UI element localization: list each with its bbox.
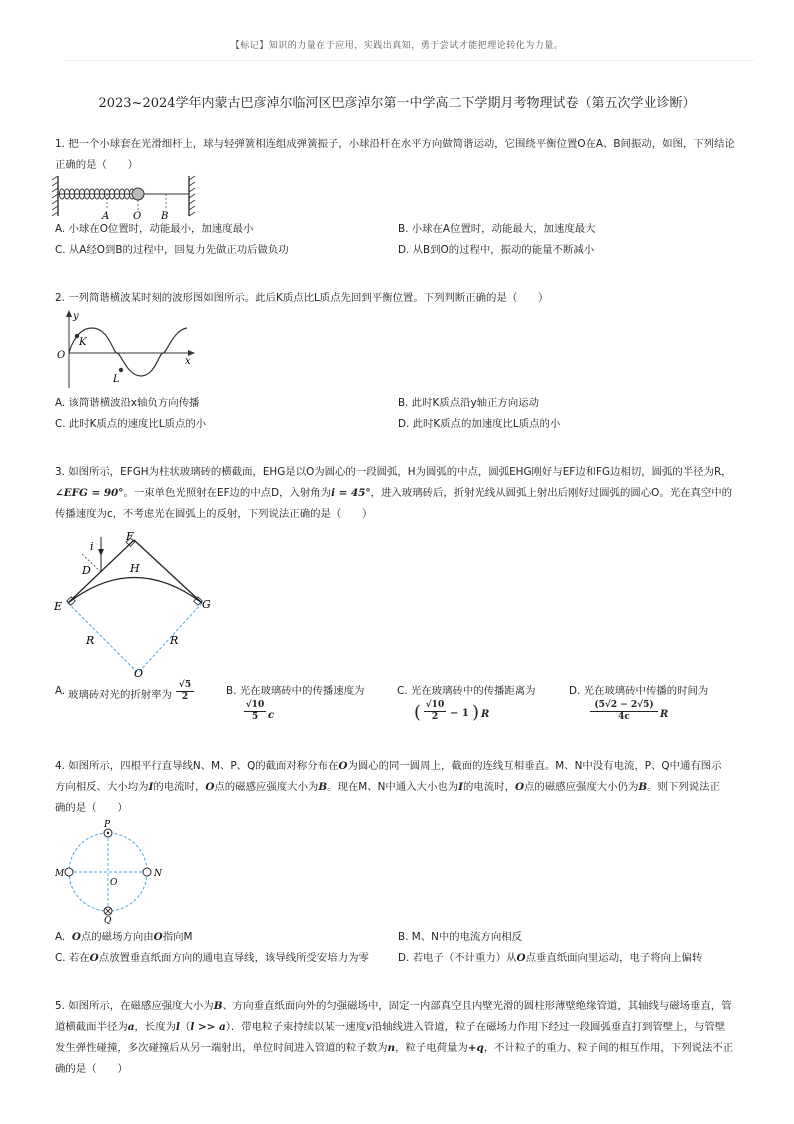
q5-l2-b: ，长度为 [134, 1021, 177, 1033]
question-2-text: 2. 一列简谐横波某时刻的波形图如图所示。此后K质点比L质点先回到平衡位置。下列判断正确的是（ ） [55, 292, 549, 304]
point-l [119, 368, 123, 372]
header-divider [64, 60, 754, 61]
q3-c-tail: R [481, 709, 490, 720]
q4-a-o2: O [153, 931, 163, 943]
q3-option-d[interactable]: D. 光在玻璃砖中传播的时间为 [569, 685, 709, 697]
q4-l2-o2: O [205, 781, 215, 793]
incident-arrow [98, 549, 104, 556]
side-fg [134, 540, 202, 603]
label-d: D [82, 564, 91, 577]
q3-option-c-fraction [424, 700, 446, 723]
q5-l1-b-sym: B [213, 1000, 223, 1012]
glass-prism-figure [52, 532, 222, 680]
q5-l3-a: 发生弹性碰撞，多次碰撞后从另一端射出，单位时间进入管道的粒子数为 [55, 1042, 388, 1054]
label-o: O [134, 667, 144, 680]
q4-a-end: 指向M [162, 931, 193, 943]
right-wall-hatch [189, 176, 195, 216]
q2-option-a[interactable]: A. 该简谐横波沿x轴负方向传播 [55, 397, 200, 409]
q5-l3-c: ，不计粒子的重力、粒子间的相互作用，下列说法不正 [483, 1042, 734, 1054]
q3-option-a-prefix: A. [55, 685, 66, 697]
y-axis-arrow [66, 310, 72, 317]
label-r-right: R [170, 634, 179, 647]
question-5-line-4: 确的是（ ） [55, 1063, 128, 1075]
q3-option-a-fraction [176, 680, 194, 703]
label-g: G [202, 598, 211, 611]
q4-l2-i1: I [148, 781, 154, 793]
q3-line2-part-d: ，进入玻璃砖后，折射光线从圆弧上射出后刚好过圆弧的圆心O。光在真空中的 [370, 487, 733, 499]
question-5-text [55, 996, 745, 1080]
q4-d-b: 点垂直纸面向里运动，电子将向上偏转 [525, 952, 703, 964]
q5-l2-cond: l >> a [190, 1021, 226, 1033]
label-o: O [133, 211, 142, 220]
incidence-angle: i = 45° [331, 487, 371, 499]
q3-option-b[interactable]: B. 光在玻璃砖中的传播速度为 [226, 685, 365, 697]
wire-m [65, 868, 73, 876]
q4-option-c[interactable] [55, 951, 369, 965]
question-3-text [55, 462, 745, 525]
q3-a-den: 2 [181, 692, 189, 702]
q3-b-num: √10 [245, 700, 265, 710]
q4-a-o1: O [71, 931, 81, 943]
four-wires-figure [52, 820, 162, 924]
label-r-left: R [86, 634, 95, 647]
label-a: A [102, 211, 110, 220]
q3-d-tail: R [660, 709, 669, 720]
question-1-line-1: 1. 把一个小球套在光滑细杆上，球与轻弹簧相连组成弹簧振子，小球沿杆在水平方向做简谐运动，它围绕平衡位置O在A、B间振动，如图，下列结论 [55, 138, 735, 150]
q3-option-b-fraction [244, 700, 266, 723]
label-k: K [79, 337, 87, 348]
q3-option-a-text: 玻璃砖对光的折射率为 [68, 689, 172, 701]
page-title: 2023~2024学年内蒙古巴彦淖尔临河区巴彦淖尔第一中学高二下学期月考物理试卷（第五次学业诊断） [98, 96, 696, 111]
label-y: y [73, 311, 79, 322]
q4-option-d[interactable] [398, 951, 702, 965]
question-1-line-2: 正确的是（ ） [55, 159, 139, 171]
q5-l3-q-sym: +q [467, 1042, 484, 1054]
q5-l2-v-sym: v [365, 1021, 372, 1033]
q4-l1-b: 为圆心的同一圆周上，截面的连线互相垂直。M、N中没有电流，P、Q中通有图示 [347, 760, 722, 772]
q4-l2-d: 。现在M、N中通入大小也为 [327, 781, 459, 793]
q3-b-den: 5 [251, 712, 259, 722]
label-p: P [104, 820, 111, 830]
q3-a-num: √5 [176, 680, 194, 692]
q4-l2-i2: I [458, 781, 464, 793]
q1-option-a[interactable]: A. 小球在O位置时，动能最小，加速度最小 [55, 223, 254, 235]
q5-l2-c: ．带电粒子束持续以某一速度 [230, 1021, 366, 1033]
q3-c-den: 2 [431, 712, 439, 722]
q5-l2-l-sym: l [176, 1021, 180, 1033]
label-n: N [154, 869, 162, 879]
question-4-line-3: 确的是（ ） [55, 802, 128, 814]
q4-l2-b: 的电流时， [153, 781, 206, 793]
q3-d-den: 4c [618, 712, 630, 722]
label-e: E [54, 600, 63, 613]
q2-option-d[interactable]: D. 此时K质点的加速度比L质点的小 [398, 418, 561, 430]
question-4-line-1 [55, 756, 745, 777]
label-x: x [185, 356, 191, 367]
left-wall-hatch [52, 176, 58, 216]
q1-option-b[interactable]: B. 小球在A位置时，动能最大，加速度最大 [398, 223, 596, 235]
radius-oe [68, 603, 138, 673]
q4-d-o: O [516, 952, 526, 964]
label-i: i [90, 540, 94, 553]
label-m: M [55, 869, 65, 879]
label-o: O [110, 878, 118, 888]
q5-l2-a: 道横截面半径为 [55, 1021, 128, 1033]
q4-c-o: O [89, 952, 99, 964]
q4-l2-f: 点的磁感应强度大小仍为 [524, 781, 639, 793]
q4-l2-c: 点的磁感应强度大小为 [214, 781, 319, 793]
q5-l3-b: ，粒子电荷量为 [395, 1042, 468, 1054]
q4-l2-a: 方向相反、大小均为 [55, 781, 149, 793]
question-5-line-2 [55, 1017, 745, 1038]
wave-figure [55, 308, 200, 390]
label-b: B [161, 211, 169, 220]
question-4-line-2 [55, 777, 745, 798]
q1-option-d[interactable]: D. 从B到O的过程中，振动的能量不断减小 [398, 244, 595, 256]
q4-l2-o3: O [514, 781, 525, 793]
q3-c-paren-open: ( [414, 702, 422, 723]
q4-l1-a: 4. 如图所示，四根平行直导线N、M、P、Q的截面对称分布在 [55, 760, 339, 772]
spring-oscillator-figure [52, 174, 197, 220]
q3-option-c[interactable]: C. 光在玻璃砖中的传播距离为 [397, 685, 536, 697]
q3-d-num: (5√2 − 2√5) [590, 700, 658, 712]
q3-option-d-fraction [590, 700, 658, 723]
page-header: 【标记】知识的力量在于应用，实践出真知，勇于尝试才能把理论转化为力量。 [230, 41, 564, 51]
q4-c-b: 点放置垂直纸面方向的通电直导线，该导线所受安培力为零 [98, 952, 369, 964]
q5-l1-b: 、方向垂直纸面向外的匀强磁场中，固定一内部真空且内壁光滑的圆柱形薄壁绝缘管道，其轴线与磁场垂直，管 [222, 1000, 732, 1012]
label-origin: O [57, 350, 66, 361]
q1-option-c[interactable]: C. 从A经O到B的过程中，回复力先做正功后做负功 [55, 244, 289, 256]
q4-option-a[interactable] [55, 930, 192, 944]
q5-l2-paren-open: （ [179, 1021, 191, 1033]
q4-l2-b2: B [638, 781, 648, 793]
label-h: H [130, 562, 140, 575]
q3-line2-part-b: 。一束单色光照射在EF边的中点D，入射角为 [123, 487, 332, 499]
q3-c-num: √10 [425, 700, 445, 710]
q5-l2-d: 沿轴线进入管道，粒子在磁场力作用下经过一段圆弧垂直打到管壁上，与管壁 [371, 1021, 726, 1033]
ball [132, 188, 144, 200]
question-1-text [55, 134, 745, 176]
q4-d-a: D. 若电子（不计重力）从 [398, 952, 517, 964]
q5-l3-n-sym: n [387, 1042, 396, 1054]
q5-l1-a: 5. 如图所示，在磁感应强度大小为 [55, 1000, 214, 1012]
q3-b-tail: c [268, 710, 275, 721]
q2-option-b[interactable]: B. 此时K质点沿y轴正方向运动 [398, 397, 539, 409]
q5-l2-a-sym: a [127, 1021, 135, 1033]
q5-l2-paren-close: ） [225, 1021, 231, 1033]
q3-c-paren-close: ) [472, 702, 480, 723]
q3-option-a[interactable] [55, 684, 65, 698]
question-3-line-1: 3. 如图所示，EFGH为柱状玻璃砖的横截面，EHG是以O为圆心的一段圆弧，H为圆弧的中点，圆弧EHG刚好与EF边和FG边相切，圆弧的半径为R， [55, 466, 732, 478]
q4-l2-e: 的电流时， [463, 781, 515, 793]
question-3-line-3: 传播速度为c，不考虑光在圆弧上的反射，下列说法正确的是（ ） [55, 508, 373, 520]
wire-n [143, 868, 151, 876]
label-q: Q [104, 916, 112, 924]
q2-option-c[interactable]: C. 此时K质点的速度比L质点的小 [55, 418, 207, 430]
q4-l2-b1: B [318, 781, 328, 793]
question-4-text [55, 756, 745, 819]
q4-a-prefix: A. [55, 931, 66, 943]
question-5-line-1 [55, 996, 745, 1017]
wire-p-dot [107, 832, 109, 834]
label-f: F [126, 532, 134, 543]
wave-curve [69, 328, 187, 376]
q4-option-b[interactable]: B. M、N中的电流方向相反 [398, 931, 522, 943]
label-l: L [113, 374, 120, 385]
q3-c-minus: − 1 [450, 708, 469, 719]
q4-a-mid: 点的磁场方向由 [80, 931, 154, 943]
arc-ehg [68, 578, 202, 604]
angle-efg: ∠EFG = 90° [55, 487, 124, 499]
question-5-line-3 [55, 1038, 745, 1059]
question-3-line-2 [55, 483, 745, 504]
q4-l2-g: 。则下列说法正 [647, 781, 720, 793]
q4-c-a: C. 若在 [55, 952, 90, 964]
q4-l1-o: O [338, 760, 348, 772]
